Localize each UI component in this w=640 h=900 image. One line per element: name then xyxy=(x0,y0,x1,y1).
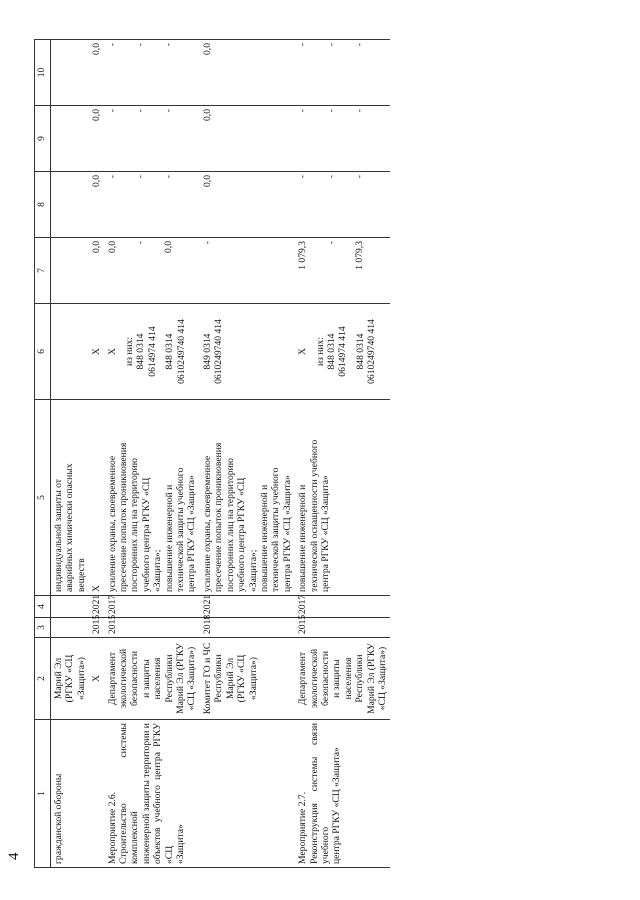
table-cell-c8 xyxy=(295,172,390,238)
table-cell-c2 xyxy=(105,638,200,720)
cell-line: населения xyxy=(342,657,354,700)
cell-line: «Защита» xyxy=(175,824,187,864)
cell-line: - xyxy=(297,175,309,179)
cell-line: Мероприятие 2.6. xyxy=(106,791,118,864)
cell-line: учебного центра РГКУ «СЦ xyxy=(236,477,248,592)
cell-line: из них: xyxy=(124,336,136,367)
header-cell: 7 xyxy=(35,238,51,304)
header-cell: 8 xyxy=(35,172,51,238)
table-cell-c1 xyxy=(51,720,90,868)
cell-line: - xyxy=(135,43,147,47)
cell-line: Реконструкция системы связи учебного xyxy=(308,723,331,864)
cell-line: - xyxy=(106,175,118,179)
cell-line: безопасности xyxy=(319,650,331,707)
cell-line: учебного центра РГКУ «СЦ xyxy=(140,477,152,592)
cell-line: - xyxy=(353,175,365,179)
table-cell-c3: 2015 xyxy=(105,618,200,638)
cell-line: - xyxy=(163,43,175,47)
table-cell-c9 xyxy=(105,106,200,172)
cell-line: технической защиты учебного xyxy=(270,467,282,592)
cell-line: 848 0314 xyxy=(325,333,337,370)
table-cell-c4: 2021 xyxy=(89,596,104,618)
table-cell-c6 xyxy=(51,304,90,400)
cell-line: Марий Эл (РГКУ xyxy=(175,643,187,714)
cell-line: 0,0 xyxy=(201,109,213,121)
cell-line: - xyxy=(106,43,118,47)
cell-line: Мероприятие 2.7. xyxy=(297,791,309,864)
table-cell-c9 xyxy=(51,106,90,172)
table-cell-c8 xyxy=(51,172,90,238)
cell-line: Республики xyxy=(213,654,225,703)
cell-line: - xyxy=(135,175,147,179)
cell-line: «Защита»; xyxy=(247,549,259,592)
table-cell-c9 xyxy=(89,106,104,172)
cell-line: из них: xyxy=(314,336,326,367)
table-cell-c7 xyxy=(200,238,295,304)
cell-line: - xyxy=(163,109,175,113)
table-cell-c4: 2021 xyxy=(200,596,295,618)
cell-line: Республики xyxy=(163,654,175,703)
table-row xyxy=(89,40,104,868)
cell-line: - xyxy=(297,109,309,113)
program-table xyxy=(34,39,390,868)
cell-line: 848 0314 xyxy=(135,333,147,370)
cell-line: центра РГКУ «СЦ «Защита» xyxy=(186,475,198,592)
cell-line: X xyxy=(106,348,118,355)
cell-line: объектов учебного центра РГКУ «СЦ xyxy=(152,723,175,864)
table-cell-c10 xyxy=(89,40,104,106)
table-cell-c5 xyxy=(105,400,200,596)
cell-line: 0610249740 414 xyxy=(213,319,225,384)
table-cell-c6 xyxy=(200,304,295,400)
cell-line: 0610249740 414 xyxy=(366,319,378,384)
cell-line: - xyxy=(325,175,337,179)
cell-line: пресечение попыток проникновения xyxy=(213,442,225,592)
table-cell-c5 xyxy=(200,400,295,596)
cell-line: населения xyxy=(152,657,164,700)
header-cell: 10 xyxy=(35,40,51,106)
table-cell-c9 xyxy=(200,106,295,172)
table-cell-c2 xyxy=(200,638,295,720)
cell-line: - xyxy=(135,109,147,113)
cell-line: центра РГКУ «СЦ «Защита» xyxy=(319,475,331,592)
table-cell-c5 xyxy=(89,400,104,596)
cell-line: - xyxy=(135,241,147,245)
cell-line: X xyxy=(297,348,309,355)
cell-line: 0,0 xyxy=(91,43,103,55)
cell-line: Департамент xyxy=(297,651,309,706)
header-cell: 4 xyxy=(35,596,51,618)
table-cell-c3 xyxy=(51,618,90,638)
table-cell-c8 xyxy=(105,172,200,238)
cell-line: 0610249740 414 xyxy=(175,319,187,384)
page-number: 4 xyxy=(6,852,22,860)
cell-line: повышение инженерной и xyxy=(163,484,175,592)
table-row xyxy=(105,40,200,868)
cell-line: технической защиты учебного xyxy=(175,467,187,592)
cell-line: гражданской обороны xyxy=(53,773,64,864)
table-cell-c8 xyxy=(89,172,104,238)
table-cell-c10 xyxy=(200,40,295,106)
cell-line: усиление охраны, своевременное xyxy=(106,455,118,592)
cell-line: и защиты xyxy=(140,659,152,698)
cell-line: центра РГКУ «СЦ «Защита» xyxy=(331,747,343,864)
table-cell-c10 xyxy=(51,40,90,106)
cell-line: - xyxy=(163,175,175,179)
cell-line: 0614974 414 xyxy=(146,326,158,377)
cell-line: 0,0 xyxy=(201,175,213,187)
cell-line: 0,0 xyxy=(163,241,175,253)
table-cell-c10 xyxy=(105,40,200,106)
table-row xyxy=(200,40,295,868)
cell-line: X xyxy=(91,585,103,592)
cell-line: веществ xyxy=(75,558,87,592)
cell-line: 849 0314 xyxy=(201,333,213,370)
cell-line: усиление охраны, своевременное xyxy=(201,455,213,592)
table-cell-c5 xyxy=(295,400,390,596)
header-cell: 3 xyxy=(35,618,51,638)
cell-line: 848 0314 xyxy=(164,333,176,370)
cell-line: 1 079,3 xyxy=(353,241,365,270)
table-cell-c2 xyxy=(51,638,90,720)
table-cell-c7 xyxy=(51,238,90,304)
cell-line: 0,0 xyxy=(106,241,118,253)
cell-line: технической оснащенности учебного xyxy=(308,439,320,592)
table-cell-c4 xyxy=(51,596,90,618)
cell-line: повышение инженерной и xyxy=(258,484,270,592)
header-cell: 9 xyxy=(35,106,51,172)
cell-line: индивидуальной защиты от xyxy=(53,479,64,592)
cell-line: «СЦ «Защита») xyxy=(376,646,388,711)
table-cell-c4: 2017 xyxy=(105,596,200,618)
cell-line: X xyxy=(91,675,103,682)
table-cell-c7 xyxy=(89,238,104,304)
table-cell-c1 xyxy=(89,720,104,868)
table-cell-c1 xyxy=(105,720,200,868)
cell-line: инженерной защиты территории и xyxy=(140,723,152,864)
table-cell-c6 xyxy=(105,304,200,400)
cell-line: Строительство системы комплексной xyxy=(118,723,141,864)
cell-line: 0,0 xyxy=(91,175,103,187)
header-cell: 2 xyxy=(35,638,51,720)
cell-line: центра РГКУ «СЦ «Защита» xyxy=(281,475,293,592)
table-cell-c8 xyxy=(200,172,295,238)
cell-line: - xyxy=(325,241,337,245)
cell-line: «Защита») xyxy=(247,657,259,700)
cell-line: - xyxy=(353,43,365,47)
table-cell-c5 xyxy=(51,400,90,596)
header-cell: 5 xyxy=(35,400,51,596)
cell-line: 0,0 xyxy=(201,43,213,55)
header-cell: 1 xyxy=(35,720,51,868)
cell-line: Комитет ГО и ЧС xyxy=(201,642,213,715)
table-row xyxy=(51,40,90,868)
table-cell-c10 xyxy=(295,40,390,106)
table-cell-c3: 2015 xyxy=(295,618,390,638)
cell-line: (РГКУ «СЦ xyxy=(236,654,248,703)
cell-line: экологической xyxy=(118,648,130,709)
cell-line: пресечение попыток проникновения xyxy=(118,442,130,592)
cell-line: 848 0314 xyxy=(354,333,366,370)
cell-line: повышение инженерной и xyxy=(297,484,309,592)
cell-line: - xyxy=(201,241,213,245)
table-cell-c2 xyxy=(295,638,390,720)
cell-line: «СЦ «Защита») xyxy=(186,646,198,711)
table-cell-c2 xyxy=(89,638,104,720)
table-cell-c7 xyxy=(295,238,390,304)
table-cell-c1 xyxy=(295,720,390,868)
cell-line: - xyxy=(106,109,118,113)
cell-line: Марий Эл xyxy=(53,657,64,700)
cell-line: 0614974 414 xyxy=(337,326,349,377)
cell-line: экологической xyxy=(308,648,320,709)
cell-line: 1 079,3 xyxy=(297,241,309,270)
table-cell-c4: 2017 xyxy=(295,596,390,618)
table-cell-c3: 2018 xyxy=(200,618,295,638)
cell-line: (РГКУ «СЦ xyxy=(64,654,76,703)
cell-line: Марий Эл (РГКУ xyxy=(365,643,377,714)
cell-line: X xyxy=(91,348,103,355)
table-row xyxy=(295,40,390,868)
cell-line: безопасности xyxy=(129,650,141,707)
cell-line: «Защита»; xyxy=(152,549,164,592)
table-cell-c9 xyxy=(295,106,390,172)
cell-line: - xyxy=(325,43,337,47)
cell-line: - xyxy=(297,43,309,47)
table-cell-c7 xyxy=(105,238,200,304)
cell-line: «Защита») xyxy=(75,657,87,700)
cell-line: 0,0 xyxy=(91,109,103,121)
cell-line: аварийных химически опасных xyxy=(64,463,76,592)
table-cell-c6 xyxy=(89,304,104,400)
cell-line: - xyxy=(353,109,365,113)
cell-line: и защиты xyxy=(331,659,343,698)
table-cell-c3: 2015 xyxy=(89,618,104,638)
header-cell: 6 xyxy=(35,304,51,400)
cell-line: посторонних лиц на территорию xyxy=(129,458,141,592)
cell-line: Марий Эл xyxy=(224,657,236,700)
table-cell-c1 xyxy=(200,720,295,868)
cell-line: посторонних лиц на территорию xyxy=(224,458,236,592)
cell-line: 0,0 xyxy=(91,241,103,253)
table-cell-c6 xyxy=(295,304,390,400)
header-row xyxy=(35,40,51,868)
cell-line: - xyxy=(325,109,337,113)
cell-line: Департамент xyxy=(106,651,118,706)
cell-line: Республики xyxy=(354,654,366,703)
